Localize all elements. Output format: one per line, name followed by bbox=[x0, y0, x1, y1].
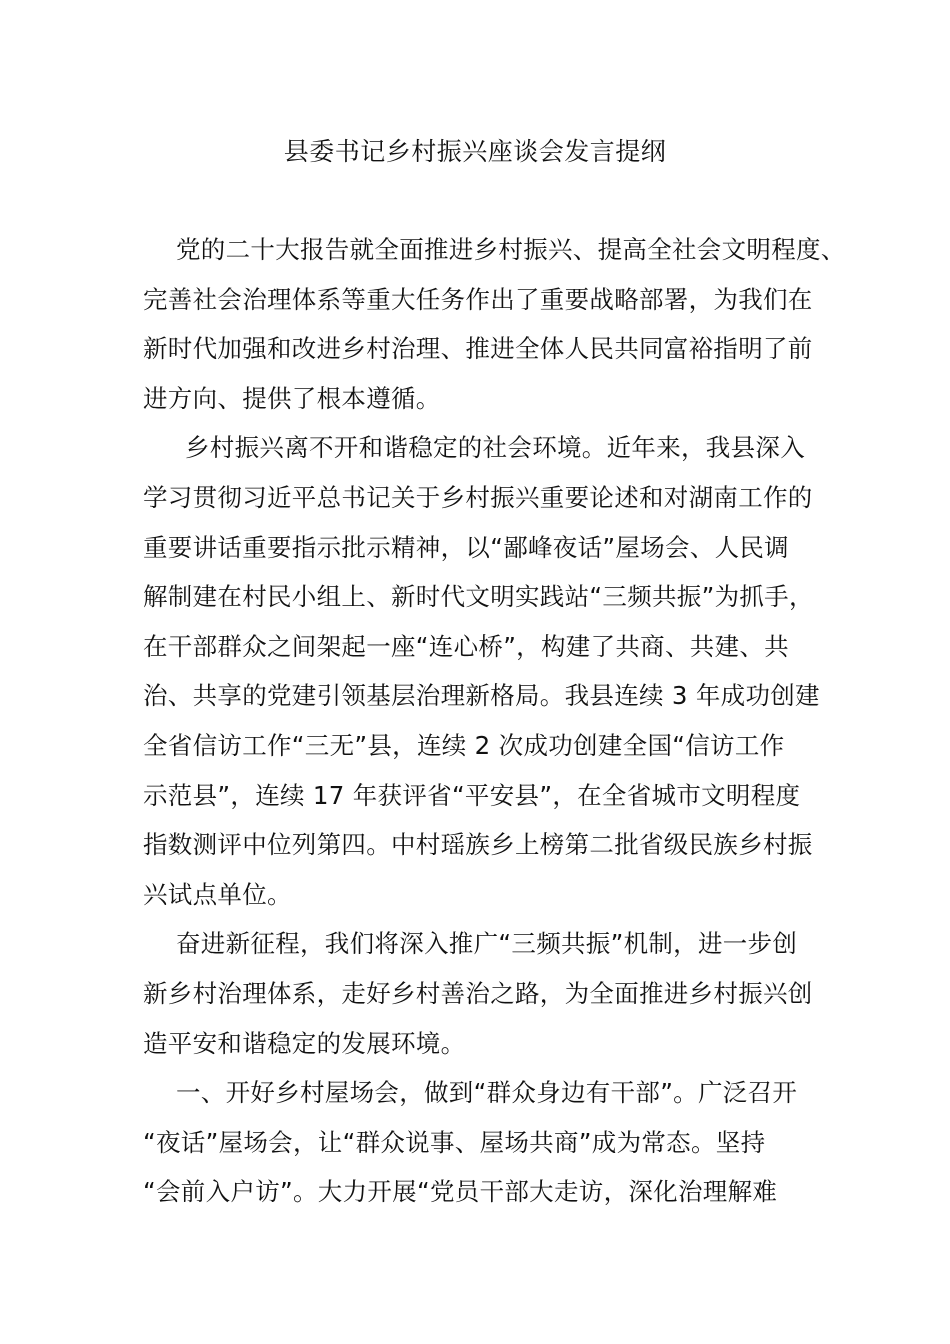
text-line: 奋进新征程，我们将深入推广“三频共振”机制，进一步创 bbox=[176, 929, 798, 959]
document-title: 县委书记乡村振兴座谈会发言提纲 bbox=[283, 137, 667, 166]
text-line: 在干部群众之间架起一座“连心桥”，构建了共商、共建、共 bbox=[143, 631, 789, 661]
text-line: 完善社会治理体系等重大任务作出了重要战略部署，为我们在 bbox=[143, 284, 813, 314]
text-line: 全省信访工作“三无”县，连续 2 次成功创建全国“信访工作 bbox=[143, 730, 785, 760]
text-line: 新时代加强和改进乡村治理、推进全体人民共同富裕指明了前 bbox=[143, 334, 813, 364]
text-line: 兴试点单位。 bbox=[143, 879, 292, 909]
text-line: 一、开好乡村屋场会，做到“群众身边有干部”。广泛召开 bbox=[176, 1078, 798, 1108]
document-body bbox=[143, 225, 846, 1217]
text-line: 示范县”，连续 17 年获评省“平安县”，在全省城市文明程度 bbox=[143, 780, 801, 810]
text-line: 党的二十大报告就全面推进乡村振兴、提高全社会文明程度、 bbox=[176, 235, 846, 264]
text-line: 学习贯彻习近平总书记关于乡村振兴重要论述和对湖南工作的 bbox=[143, 482, 813, 512]
text-line: 造平安和谐稳定的发展环境。 bbox=[143, 1028, 466, 1058]
text-line: 指数测评中位列第四。中村瑶族乡上榜第二批省级民族乡村振 bbox=[143, 830, 813, 860]
text-line: 治、共享的党建引领基层治理新格局。我县连续 3 年成功创建 bbox=[143, 681, 820, 711]
text-line: 解制建在村民小组上、新时代文明实践站“三频共振”为抓手， bbox=[143, 582, 814, 612]
text-line: 重要讲话重要指示批示精神，以“鄙峰夜话”屋场会、人民调 bbox=[143, 532, 789, 562]
text-line: 新乡村治理体系，走好乡村善治之路，为全面推进乡村振兴创 bbox=[143, 978, 813, 1008]
text-line: 进方向、提供了根本遵循。 bbox=[143, 383, 441, 413]
text-line: “会前入户访”。大力开展“党员干部大走访，深化治理解难 bbox=[143, 1177, 778, 1207]
text-line: 乡村振兴离不开和谐稳定的社会环境。近年来，我县深入 bbox=[185, 433, 805, 463]
text-line: “夜话”屋场会，让“群众说事、屋场共商”成为常态。坚持 bbox=[143, 1127, 766, 1157]
